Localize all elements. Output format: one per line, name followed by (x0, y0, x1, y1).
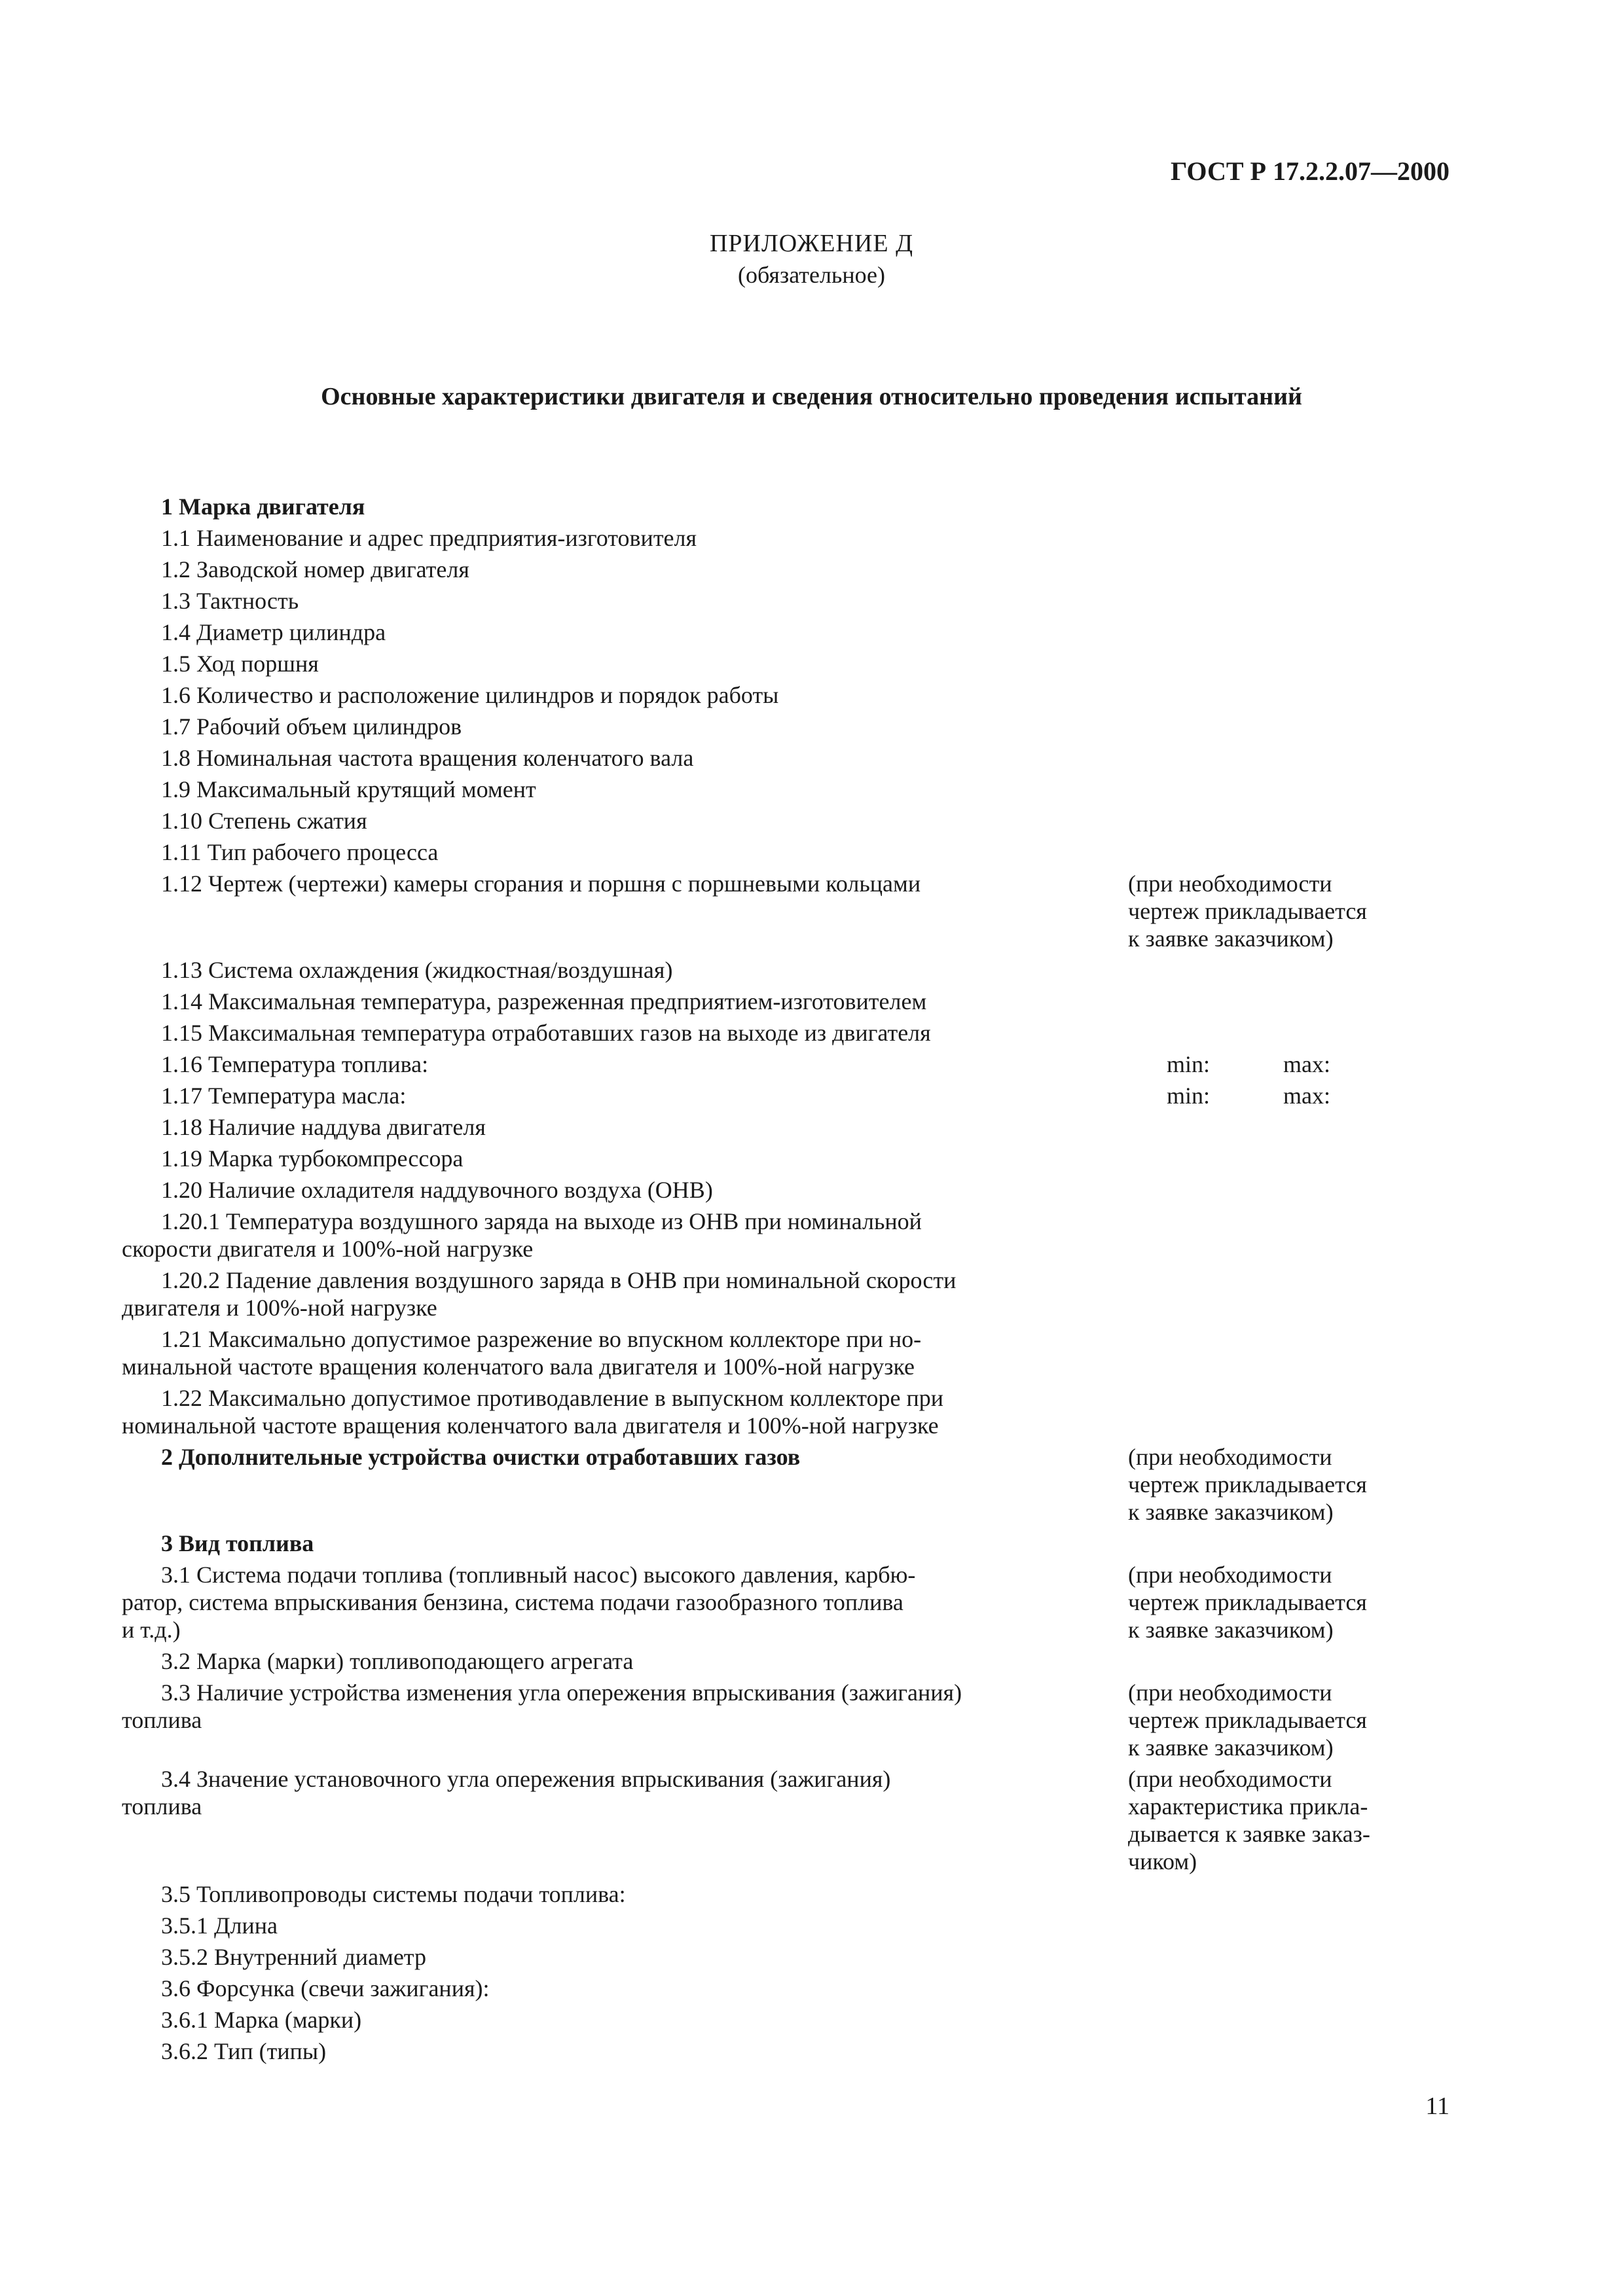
note-3-4-line-3: дывается к заявке заказ- (1128, 1821, 1370, 1847)
oil-temp-max-label: max: (1283, 1083, 1330, 1109)
item-1-9: 1.9 Максимальный крутящий момент (161, 776, 536, 802)
item-3-5-1: 3.5.1 Длина (161, 1912, 278, 1939)
item-3-6-2: 3.6.2 Тип (типы) (161, 2038, 327, 2064)
item-1-10: 1.10 Степень сжатия (161, 808, 367, 834)
item-1-20-1-line-1: 1.20.1 Температура воздушного заряда на выходе из ОНВ при номинальной (161, 1208, 922, 1234)
item-3-6-1: 3.6.1 Марка (марки) (161, 2007, 362, 2033)
item-1-21-line-2: минальной частоте вращения коленчатого вала двигателя и 100%-ной нагрузке (122, 1354, 915, 1380)
item-1-11: 1.11 Тип рабочего процесса (161, 839, 439, 865)
note-3-1-line-3: к заявке заказчиком) (1128, 1617, 1334, 1643)
note-3-3-line-2: чертеж прикладывается (1128, 1707, 1367, 1733)
item-1-6: 1.6 Количество и расположение цилиндров и порядок работы (161, 682, 779, 708)
note-3-4-line-2: характеристика прикла- (1128, 1793, 1368, 1820)
note-3-4-line-1: (при необходимости (1128, 1766, 1332, 1792)
item-1-22-line-1: 1.22 Максимально допустимое противодавление в выпускном коллекторе при (161, 1385, 943, 1411)
note-3-1-line-1: (при необходимости (1128, 1562, 1332, 1588)
item-3-5-2: 3.5.2 Внутренний диаметр (161, 1944, 426, 1970)
note-3-4-line-4: чиком) (1128, 1848, 1197, 1874)
document-code: ГОСТ Р 17.2.2.07—2000 (1170, 156, 1450, 186)
item-1-8: 1.8 Номинальная частота вращения коленчатого вала (161, 745, 694, 771)
section-3-heading: 3 Вид топлива (161, 1530, 314, 1556)
note-3-3-line-3: к заявке заказчиком) (1128, 1734, 1334, 1761)
item-1-20: 1.20 Наличие охладителя наддувочного воздуха (ОНВ) (161, 1177, 713, 1203)
note-3-3-line-1: (при необходимости (1128, 1679, 1332, 1706)
item-1-21-line-1: 1.21 Максимально допустимое разрежение во впускном коллекторе при но- (161, 1326, 922, 1352)
item-1-18: 1.18 Наличие наддува двигателя (161, 1114, 486, 1140)
oil-temp-min-label: min: (1167, 1083, 1211, 1109)
item-1-22-line-2: номинальной частоте вращения коленчатого вала двигателя и 100%-ной нагрузке (122, 1412, 939, 1439)
item-3-6: 3.6 Форсунка (свечи зажигания): (161, 1975, 490, 2001)
item-3-4-line-2: топлива (122, 1793, 202, 1820)
note-2-line-3: к заявке заказчиком) (1128, 1499, 1334, 1525)
section-1-heading: 1 Марка двигателя (161, 493, 365, 520)
note-1-12-line-3: к заявке заказчиком) (1128, 925, 1334, 952)
item-3-4-line-1: 3.4 Значение установочного угла опережения впрыскивания (зажигания) (161, 1766, 891, 1792)
item-1-13: 1.13 Система охлаждения (жидкостная/воздушная) (161, 957, 673, 983)
item-1-19: 1.19 Марка турбокомпрессора (161, 1145, 464, 1172)
item-1-16: 1.16 Температура топлива: (161, 1051, 429, 1077)
item-1-20-2-line-1: 1.20.2 Падение давления воздушного заряда в ОНВ при номинальной скорости (161, 1267, 957, 1293)
note-3-1-line-2: чертеж прикладывается (1128, 1589, 1367, 1615)
item-1-20-1-line-2: скорости двигателя и 100%-ной нагрузке (122, 1236, 534, 1262)
item-3-3-line-1: 3.3 Наличие устройства изменения угла опережения впрыскивания (зажигания) (161, 1679, 962, 1706)
item-3-1-line-1: 3.1 Система подачи топлива (топливный насос) высокого давления, карбю- (161, 1562, 916, 1588)
item-1-4: 1.4 Диаметр цилиндра (161, 619, 386, 645)
note-2-line-1: (при необходимости (1128, 1444, 1332, 1470)
item-1-14: 1.14 Максимальная температура, разреженная предприятием-изготовителем (161, 988, 927, 1014)
item-1-5: 1.5 Ход поршня (161, 651, 319, 677)
note-1-12-line-2: чертеж прикладывается (1128, 898, 1367, 924)
fuel-temp-max-label: max: (1283, 1051, 1330, 1077)
note-2-line-2: чертеж прикладывается (1128, 1471, 1367, 1498)
section-2-heading: 2 Дополнительные устройства очистки отработавших газов (161, 1444, 801, 1470)
item-1-20-2-line-2: двигателя и 100%-ной нагрузке (122, 1295, 437, 1321)
item-1-17: 1.17 Температура масла: (161, 1083, 407, 1109)
item-3-3-line-2: топлива (122, 1707, 202, 1733)
item-3-1-line-3: и т.д.) (122, 1617, 181, 1643)
item-1-7: 1.7 Рабочий объем цилиндров (161, 713, 462, 740)
item-1-1: 1.1 Наименование и адрес предприятия-изготовителя (161, 525, 697, 551)
item-1-12: 1.12 Чертеж (чертежи) камеры сгорания и поршня с поршневыми кольцами (161, 870, 921, 897)
item-3-1-line-2: ратор, система впрыскивания бензина, система подачи газообразного топлива (122, 1589, 903, 1615)
note-1-12-line-1: (при необходимости (1128, 870, 1332, 897)
item-1-3: 1.3 Тактность (161, 588, 299, 614)
item-1-15: 1.15 Максимальная температура отработавших газов на выходе из двигателя (161, 1020, 931, 1046)
item-1-2: 1.2 Заводской номер двигателя (161, 556, 469, 583)
fuel-temp-min-label: min: (1167, 1051, 1211, 1077)
main-title: Основные характеристики двигателя и сведения относительно проведения испытаний (321, 383, 1302, 410)
appendix-subtitle: (обязательное) (738, 262, 885, 288)
item-3-2: 3.2 Марка (марки) топливоподающего агрегата (161, 1648, 634, 1674)
item-3-5: 3.5 Топливопроводы системы подачи топлива: (161, 1881, 626, 1907)
page-number: 11 (1425, 2092, 1450, 2120)
appendix-title: ПРИЛОЖЕНИЕ Д (709, 230, 914, 257)
